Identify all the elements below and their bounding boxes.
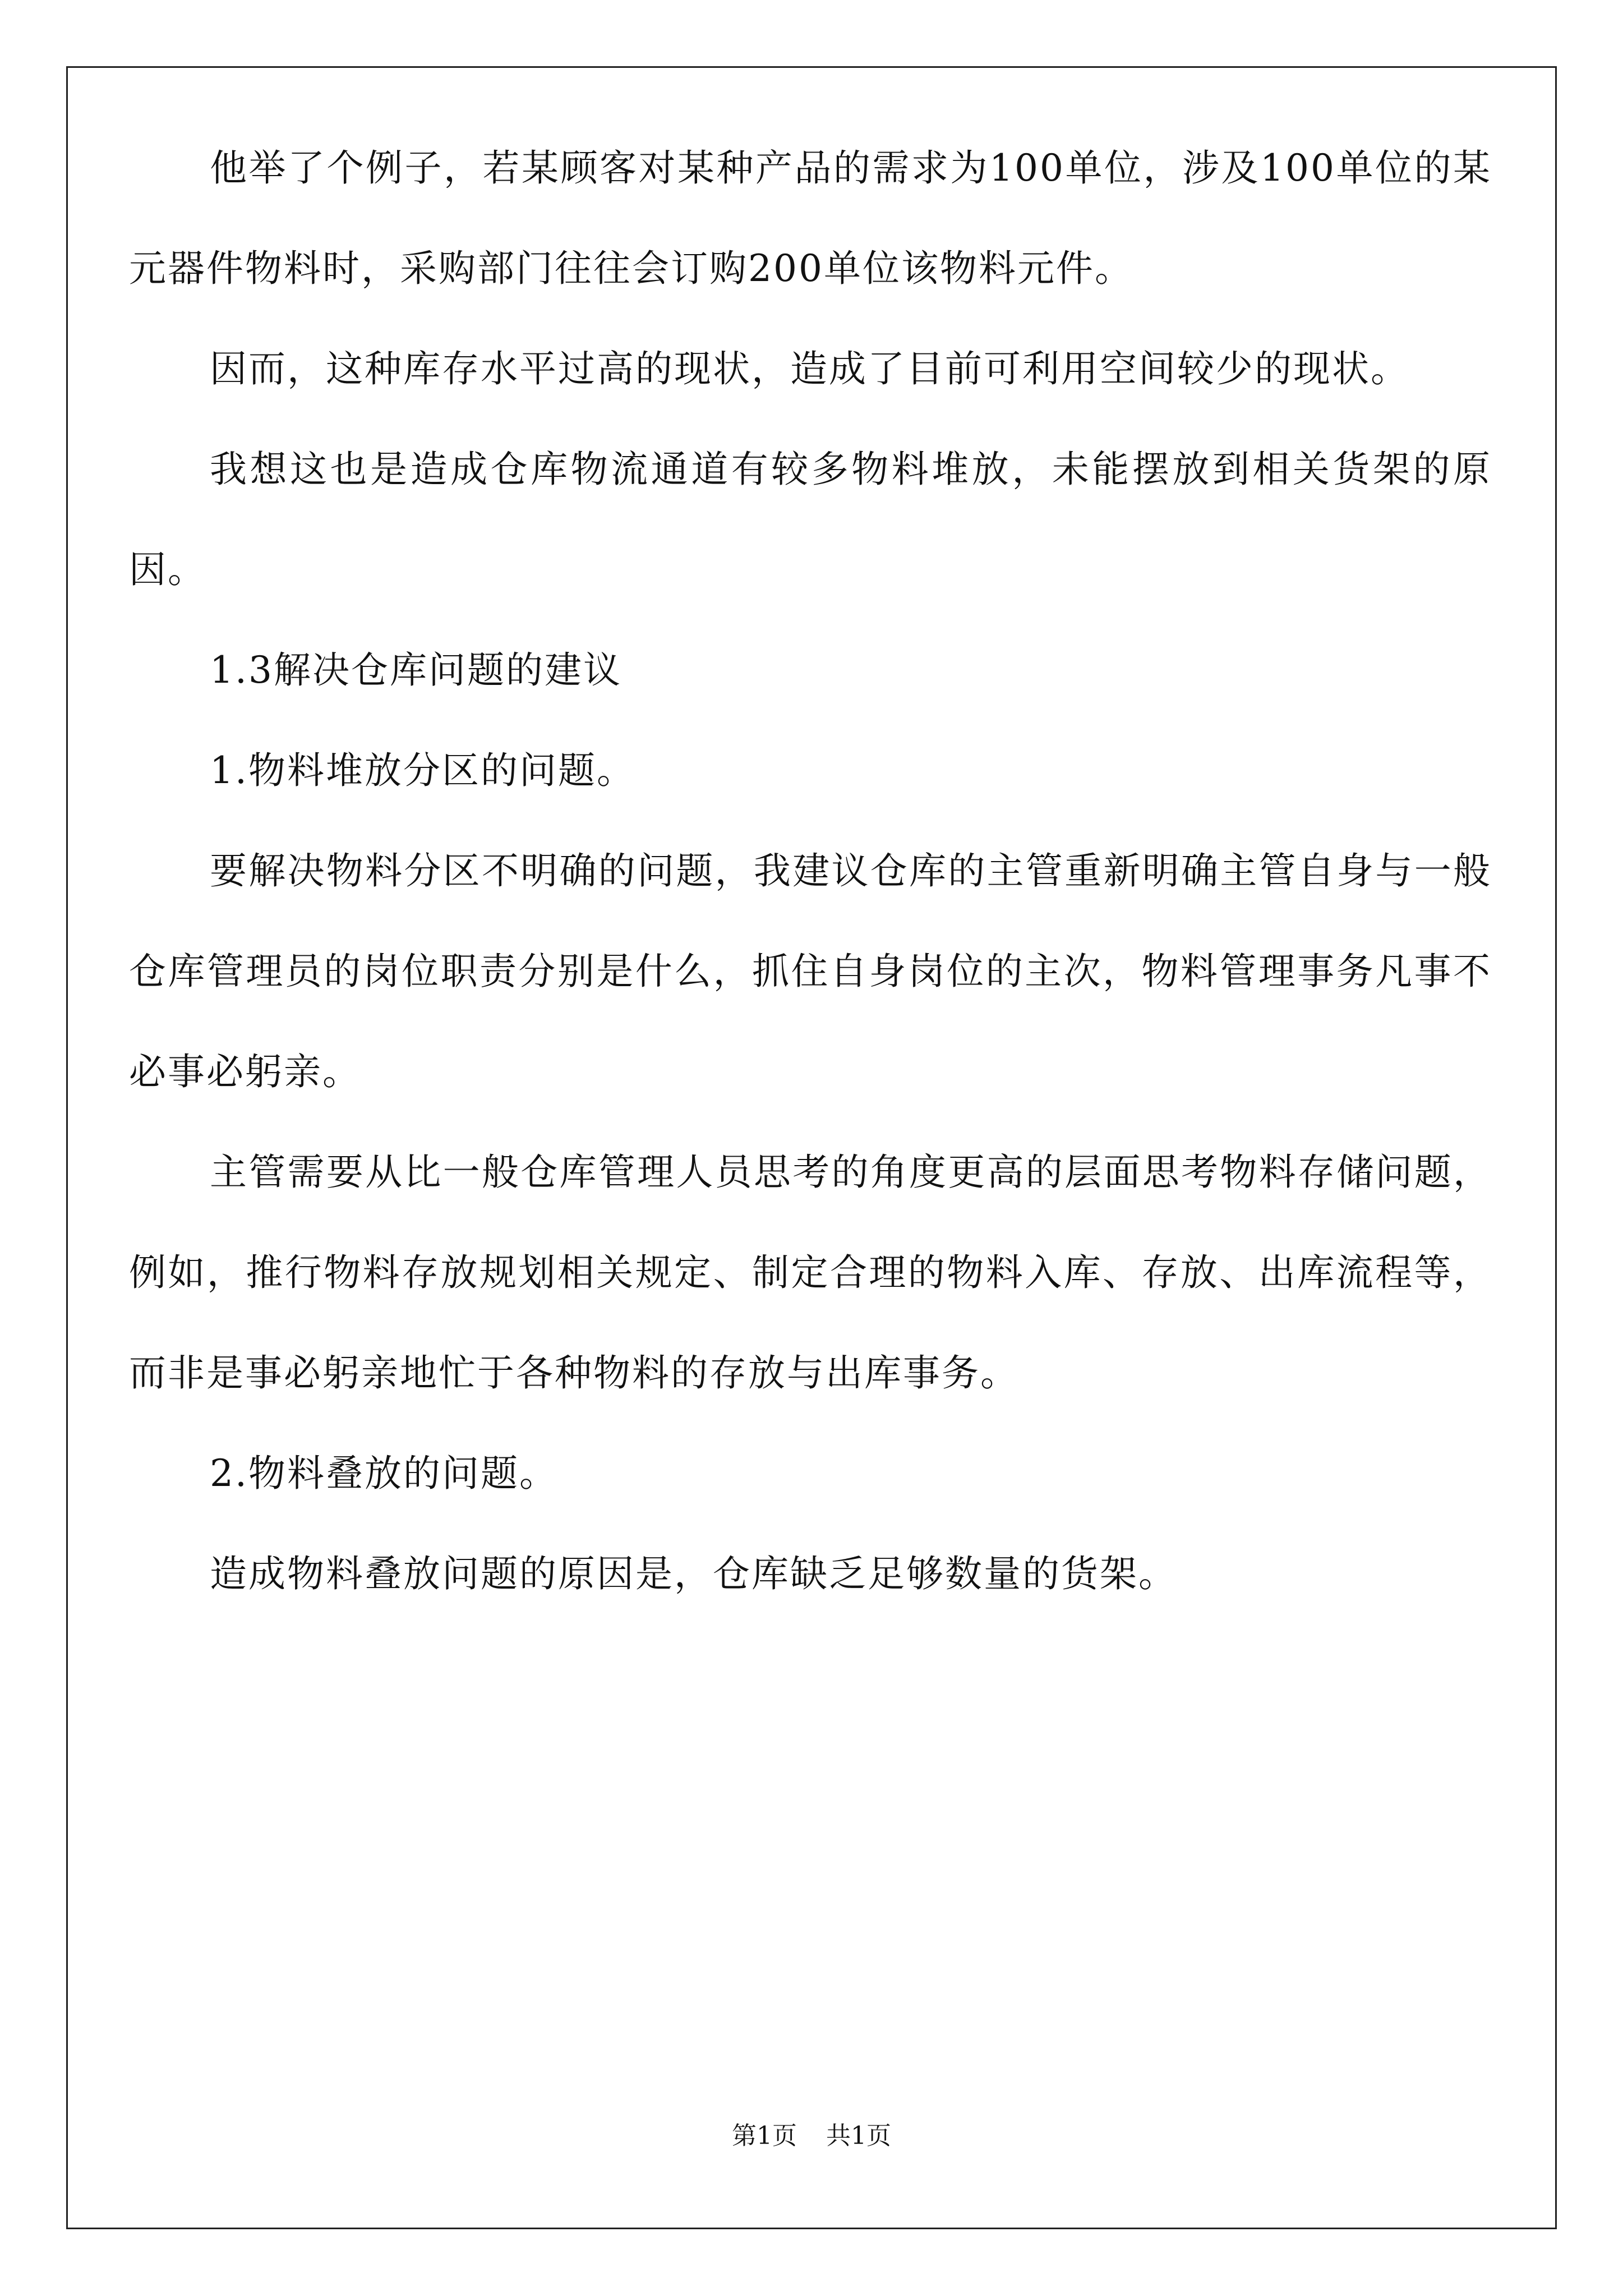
page-number: 第1页 [732, 2122, 797, 2150]
page-total: 共1页 [826, 2122, 891, 2150]
page-footer [0, 2119, 1623, 2153]
subheading-2: 2.物料叠放的问题。 [210, 1452, 558, 1495]
section-heading: 1.3解决仓库问题的建议 [210, 648, 622, 692]
subheading-1: 1.物料堆放分区的问题。 [210, 749, 635, 792]
document-body [129, 118, 1492, 1624]
paragraph-4: 要解决物料分区不明确的问题，我建议仓库的主管重新明确主管自身与一般仓库管理员的岗位职责分别是什么，抓住自身岗位的主次，物料管理事务凡事不必事必躬亲。 [129, 849, 1492, 1093]
paragraph-5: 主管需要从比一般仓库管理人员思考的角度更高的层面思考物料存储问题，例如，推行物料存放规划相关规定、制定合理的物料入库、存放、出库流程等，而非是事必躬亲地忙于各种物料的存放与出库事务。 [129, 1151, 1492, 1395]
paragraph-6: 造成物料叠放问题的原因是，仓库缺乏足够数量的货架。 [210, 1552, 1177, 1595]
paragraph-3: 我想这也是造成仓库物流通道有较多物料堆放，未能摆放到相关货架的原因。 [129, 448, 1492, 591]
paragraph-2: 因而，这种库存水平过高的现状，造成了目前可利用空间较少的现状。 [210, 347, 1409, 390]
paragraph-1: 他举了个例子，若某顾客对某种产品的需求为100单位，涉及100单位的某元器件物料时，采购部门往往会订购200单位该物料元件。 [129, 146, 1492, 290]
